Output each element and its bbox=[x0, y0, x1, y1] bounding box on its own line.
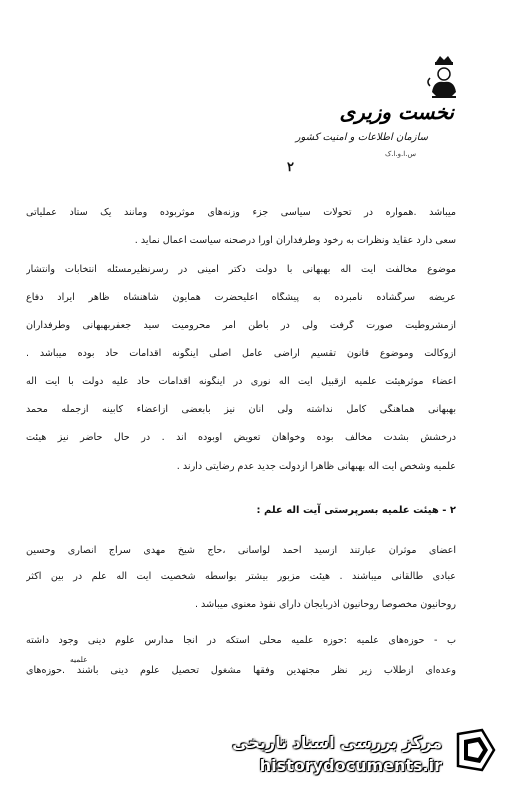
section-line: عبادی طالقانی میباشند . هیئت مزبور بیشتر بواسطه شخصیت آیت اله علم در بین اکثر bbox=[26, 571, 456, 582]
body-line: عریضه سرگشاده نامبرده به پیشگاه اعلیحضرت همایون شاهنشاه ظاهر ایراد دفاع bbox=[26, 292, 456, 303]
lion-and-sun-crest-icon bbox=[424, 52, 464, 100]
body-line: موضوع مخالفت آیت اله بهبهانی با دولت دکتر امینی در رسرنظیرمسئله انتخابات وانتشار bbox=[26, 264, 456, 275]
body-line: علمیه وشخص آیت اله بهبهانی ظاهرا ازدولت جدید عدم رضایتی دارند . bbox=[176, 461, 456, 472]
body-line: میباشد .همواره در تحولات سیاسی جزء وزنه‌های موثربوده ومانند یک ستاد عملیاتی bbox=[26, 207, 456, 218]
body-line: سعی دارد عقاید ونظرات به رخود وطرفداران اورا درصحنه سیاست اعمال نماید . bbox=[134, 235, 456, 246]
section-line: اعضای موثران عبارتند ازسید احمد لواسانی ،حاج شیخ مهدی سراج انصاری وحسین bbox=[26, 545, 456, 556]
body-line: ازوکالت وموضوع قانون تقسیم اراضی عامل اصلی اینگونه اقدامات حاد بوده میباشد . bbox=[26, 348, 456, 359]
subsection-line: وعده‌ای ازطلاب زیر نظر مجتهدین وفقها مشغول تحصیل علوم دینی باشند .حوزه‌های bbox=[26, 665, 456, 676]
letterhead-title: نخست وزیری bbox=[339, 100, 454, 124]
page-number: ۲ bbox=[287, 160, 294, 175]
subsection-line: ب - حوزه‌های علمیه :حوزه علمیه محلی استکه در آنجا مدارس علوم دینی وجود داشته bbox=[26, 635, 456, 646]
section-heading: ۲ - هیئت علمیه بسرپرستی آیت اله علم : bbox=[256, 505, 456, 516]
margin-note: علمیه bbox=[70, 655, 88, 664]
letterhead-organization: سازمان اطلاعات و امنیت کشور bbox=[295, 132, 428, 143]
section-line: روحانیون مخصوصا روحانیون آذربایجان دارای نفوذ معنوی میباشد . bbox=[194, 599, 456, 610]
body-line: اعضاء موثرهیئت علمیه ازقبیل آیت اله نوری در اینگونه اقدامات حاد علیه دولت با آیت اله bbox=[26, 376, 456, 387]
archive-logo-icon bbox=[452, 726, 500, 774]
body-line: بهبهانی هماهنگی کامل نداشته ولی آنان نیز بابعضی ازاعضاء کابینه ازجمله محمد bbox=[26, 404, 456, 415]
watermark-name: مرکز بررسی اسناد تاریخی bbox=[232, 733, 442, 752]
body-line: ازمشروطیت صورت گرفت ولی در باطن امر محرومیت سید جعفربهبهانی وطرفداران bbox=[26, 320, 456, 331]
letterhead-reference: س.ا.و.ا.ک bbox=[385, 150, 416, 158]
body-line: درخشش بشدت مخالف بوده وخواهان تعویض اوبوده اند . در حال حاضر نیز هیئت bbox=[26, 432, 456, 443]
watermark-url: historydocuments.ir bbox=[259, 756, 442, 775]
